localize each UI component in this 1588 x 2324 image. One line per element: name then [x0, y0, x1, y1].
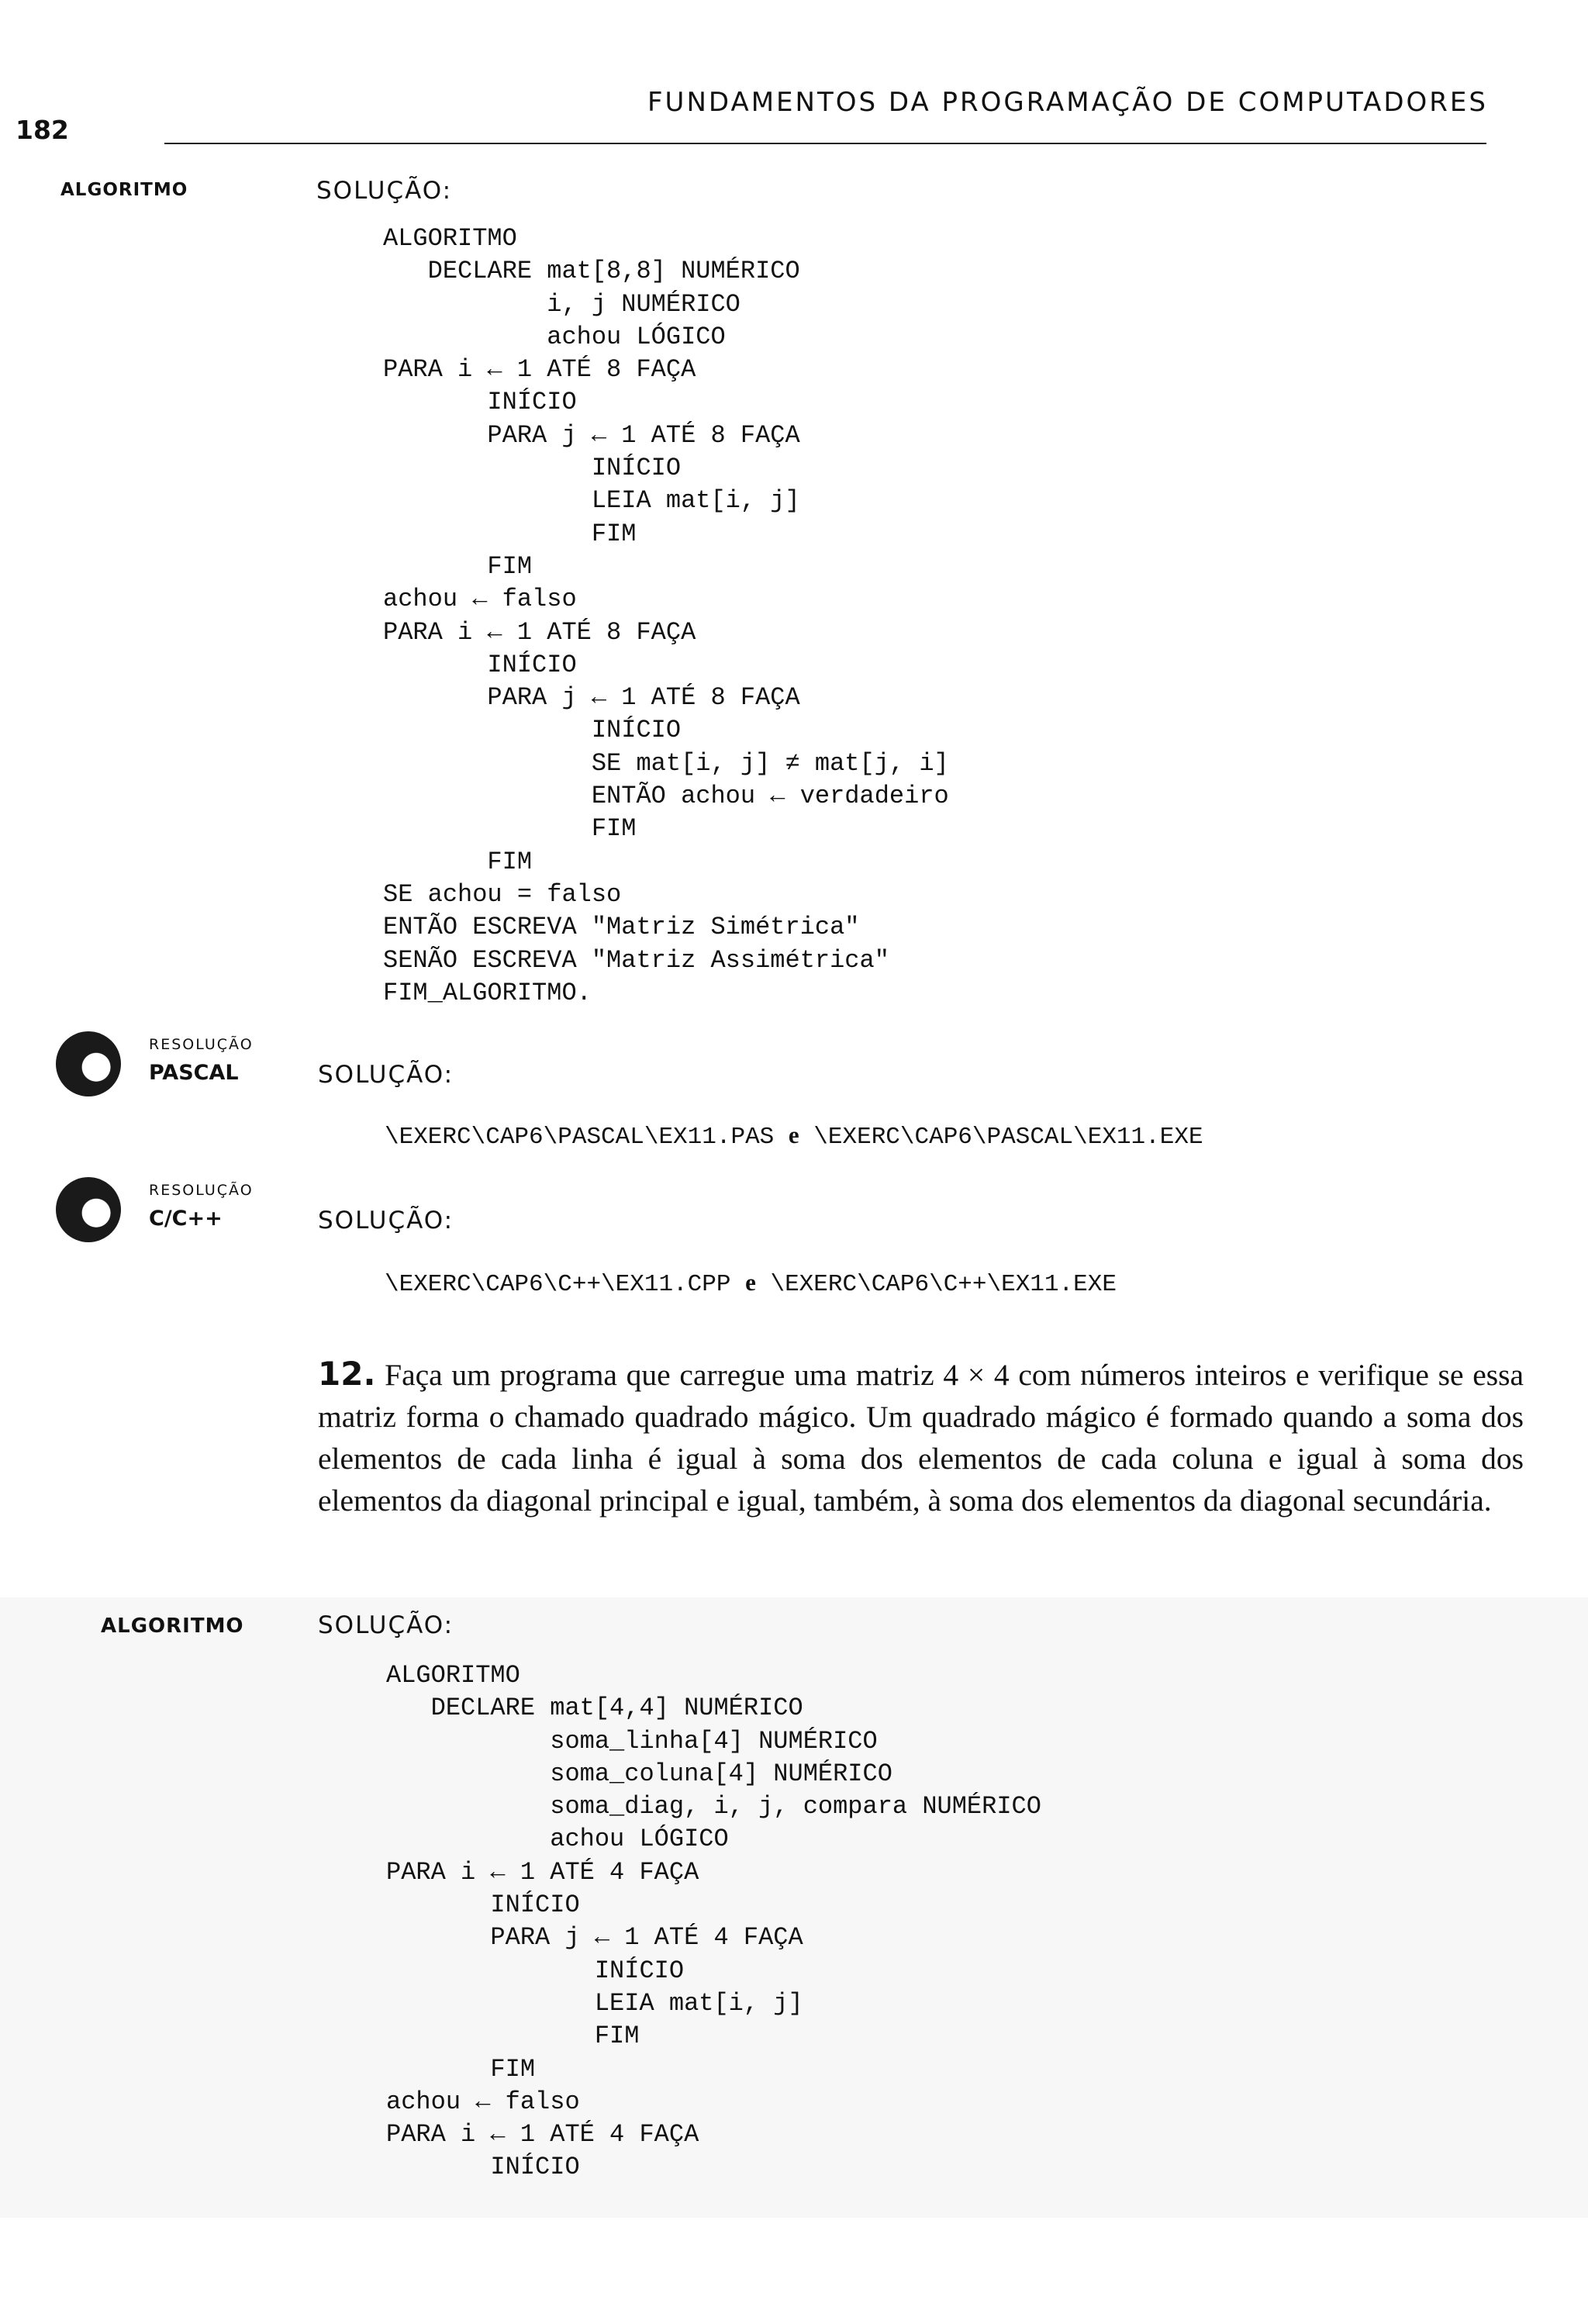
code-line: i, j NUMÉRICO [383, 289, 740, 319]
exercise-number: 12. [318, 1355, 376, 1393]
code-line: LEIA mat[i, j] [386, 1988, 803, 2018]
running-title: FUNDAMENTOS DA PROGRAMAÇÃO DE COMPUTADORES [647, 87, 1488, 118]
code-line: LEIA mat[i, j] [383, 486, 800, 516]
pascal-lang-label: PASCAL [149, 1061, 239, 1085]
code-block-2 [386, 1659, 1041, 2184]
exercise-12 [318, 1353, 1524, 1521]
resolution-label: RESOLUÇÃO [149, 1182, 254, 1199]
cpp-path-source: \EXERC\CAP6\C++\EX11.CPP [385, 1271, 731, 1298]
code-line: FIM [386, 2054, 536, 2084]
cpp-file-paths [385, 1269, 1117, 1298]
code-line: ENTÃO ESCREVA "Matriz Simétrica" [383, 913, 860, 942]
code-block-1 [383, 223, 949, 1010]
code-line: SENÃO ESCREVA "Matriz Assimétrica" [383, 945, 889, 975]
cpp-path-exe: \EXERC\CAP6\C++\EX11.EXE [770, 1271, 1117, 1298]
code-line: INÍCIO [386, 1956, 685, 1985]
code-line: FIM [383, 519, 637, 548]
solution-label: SOLUÇÃO: [318, 1611, 454, 1639]
code-line: ALGORITMO [383, 224, 517, 253]
algoritmo-tag: ALGORITMO [101, 1614, 244, 1638]
solution-label: SOLUÇÃO: [316, 177, 453, 205]
code-line: soma_coluna[4] NUMÉRICO [386, 1759, 892, 1788]
code-line: achou LÓGICO [386, 1825, 729, 1854]
code-line: PARA i ← 1 ATÉ 4 FAÇA [386, 1857, 699, 1887]
header-rule [164, 143, 1486, 144]
exercise-text: Faça um programa que carregue uma matriz 4 × 4 com números inteiros e verifique se essa matriz forma o chamado quadrado mágico. Um quadrado mágico é formado quando a soma dos elementos de cada linha é igual à soma dos elementos de cada coluna e igual à soma dos elementos da diagonal principal e igual, também, à soma dos elementos da diagonal secundária. [318, 1358, 1524, 1518]
code-line: INÍCIO [383, 454, 682, 483]
code-line: INÍCIO [383, 716, 682, 745]
code-line: PARA i ← 1 ATÉ 8 FAÇA [383, 355, 696, 385]
code-line: ENTÃO achou ← verdadeiro [383, 782, 949, 811]
pascal-path-exe: \EXERC\CAP6\PASCAL\EX11.EXE [813, 1124, 1203, 1151]
code-line: PARA i ← 1 ATÉ 8 FAÇA [383, 617, 696, 647]
pascal-path-source: \EXERC\CAP6\PASCAL\EX11.PAS [385, 1124, 775, 1151]
code-line: INÍCIO [386, 2153, 580, 2182]
code-line: achou LÓGICO [383, 322, 726, 351]
cpp-path-conj: e [745, 1269, 756, 1296]
code-line: ALGORITMO [386, 1661, 520, 1690]
code-line: INÍCIO [383, 650, 577, 679]
code-line: FIM [386, 2022, 640, 2051]
code-line: soma_linha[4] NUMÉRICO [386, 1726, 878, 1756]
page-number: 182 [16, 115, 69, 145]
code-line: PARA j ← 1 ATÉ 4 FAÇA [386, 1923, 803, 1953]
code-line: SE mat[i, j] ≠ mat[j, i] [383, 748, 949, 778]
code-line: FIM [383, 847, 533, 876]
resolution-logo-icon [56, 1177, 121, 1242]
code-line: DECLARE mat[4,4] NUMÉRICO [386, 1694, 803, 1723]
pascal-file-paths [385, 1121, 1203, 1151]
cpp-lang-label: C/C++ [149, 1207, 223, 1231]
code-line: INÍCIO [383, 388, 577, 417]
code-line: SE achou = falso [383, 879, 622, 909]
cpp-solution-label: SOLUÇÃO: [318, 1207, 454, 1235]
resolution-logo-icon [56, 1031, 121, 1096]
code-line: FIM_ALGORITMO. [383, 978, 592, 1007]
code-line: DECLARE mat[8,8] NUMÉRICO [383, 257, 800, 286]
code-line: soma_diag, i, j, compara NUMÉRICO [386, 1792, 1041, 1822]
code-line: INÍCIO [386, 1891, 580, 1920]
code-line: FIM [383, 551, 533, 581]
code-line: achou ← falso [386, 2087, 580, 2116]
code-line: achou ← falso [383, 585, 577, 614]
code-line: FIM [383, 814, 637, 844]
code-line: PARA i ← 1 ATÉ 4 FAÇA [386, 2120, 699, 2150]
code-line: PARA j ← 1 ATÉ 8 FAÇA [383, 683, 800, 713]
pascal-solution-label: SOLUÇÃO: [318, 1061, 454, 1089]
resolution-label: RESOLUÇÃO [149, 1036, 254, 1053]
pascal-path-conj: e [788, 1121, 799, 1148]
code-line: PARA j ← 1 ATÉ 8 FAÇA [383, 420, 800, 450]
algoritmo-tag: ALGORITMO [60, 180, 188, 200]
